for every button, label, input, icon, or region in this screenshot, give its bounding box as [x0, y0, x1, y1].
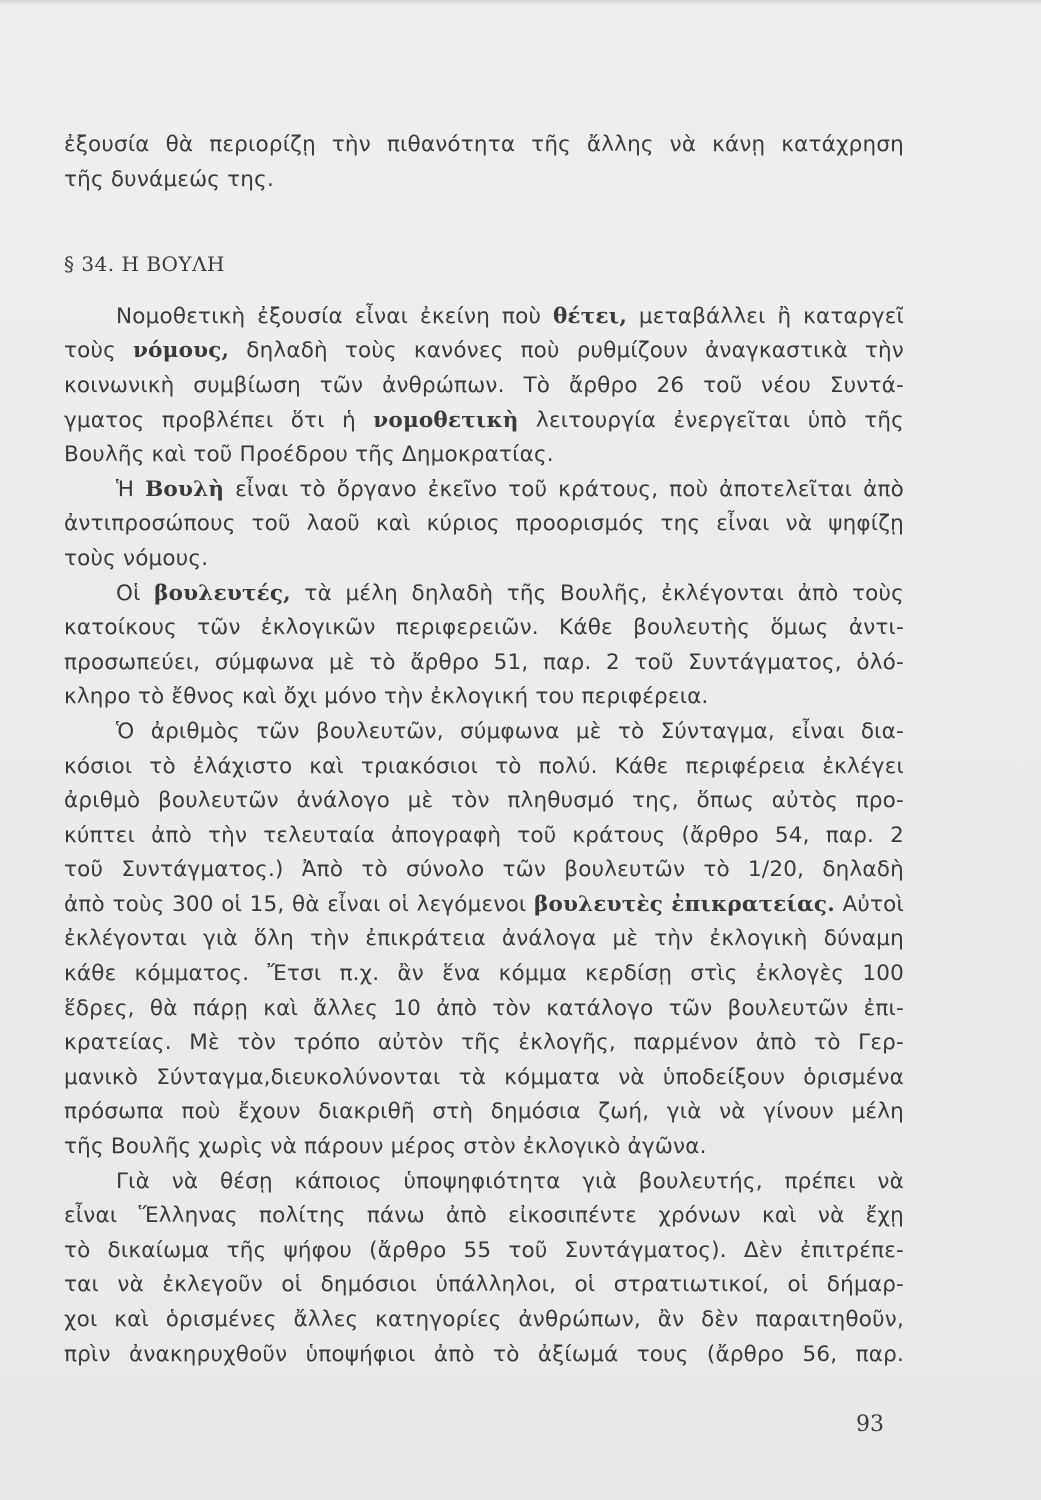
- text-line: κάθε κόμματος. Ἔτσι π.χ. ἂν ἕνα κόμμα κερδίσῃ στὶς ἐκλογὲς 100: [64, 961, 904, 987]
- text-line: κοινωνικὴ συμβίωση τῶν ἀνθρώπων. Τὸ ἄρθρο 26 τοῦ νέου Συντά-: [64, 372, 904, 398]
- bold-term: Βουλὴ: [145, 476, 225, 502]
- text-line: ται νὰ ἐκλεγοῦν οἱ δημόσιοι ὑπάλληλοι, οἱ στρατιωτικοί, οἱ δήμαρ-: [64, 1272, 904, 1298]
- text-line: Βουλῆς καὶ τοῦ Προέδρου τῆς Δημοκρατίας.: [64, 442, 554, 468]
- text-line: τοὺς νόμους, δηλαδὴ τοὺς κανόνες ποὺ ρυθμίζουν ἀναγκαστικὰ τὴν: [64, 338, 905, 364]
- text-line: ἀντιπροσώπους τοῦ λαοῦ καὶ κύριος προορισμός της εἶναι νὰ ψηφίζῃ: [64, 511, 904, 537]
- bold-term: βουλευτές,: [154, 580, 291, 606]
- text-line: γματος προβλέπει ὅτι ἡ νομοθετικὴ λειτουργία ἐνεργεῖται ὑπὸ τῆς: [64, 407, 904, 433]
- bold-term: νόμους,: [132, 338, 230, 364]
- text-line: πρὶν ἀνακηρυχθοῦν ὑποψήφιοι ἀπὸ τὸ ἀξίωμά τους (ἄρθρο 56, παρ.: [64, 1341, 904, 1367]
- text-line: ἐκλέγονται γιὰ ὅλη τὴν ἐπικράτεια ἀνάλογα μὲ τὴν ἐκλογικὴ δύναμη: [64, 926, 904, 952]
- text-line: ἀπὸ τοὺς 300 οἱ 15, θὰ εἶναι οἱ λεγόμενοι βουλευτὲς ἐπικρατείας. Αὐτοὶ: [64, 891, 904, 917]
- text-line: Ὁ ἀριθμὸς τῶν βουλευτῶν, σύμφωνα μὲ τὸ Σύνταγμα, εἶναι δια-: [116, 718, 904, 744]
- text-line: τῆς Βουλῆς χωρὶς νὰ πάρουν μέρος στὸν ἐκλογικὸ ἀγῶνα.: [64, 1134, 707, 1160]
- page-number: 93: [856, 1412, 884, 1437]
- text-line: Οἱ βουλευτές, τὰ μέλη δηλαδὴ τῆς Βουλῆς, ἐκλέγονται ἀπὸ τοὺς: [116, 580, 904, 606]
- text-line: ἐξουσία θὰ περιορίζῃ τὴν πιθανότητα τῆς ἄλλης νὰ κάνῃ κατάχρηση: [64, 132, 904, 157]
- text-line: τῆς δυνάμεώς της.: [64, 166, 274, 192]
- text-line: τὸ δικαίωμα τῆς ψήφου (ἄρθρο 55 τοῦ Συντάγματος). Δὲν ἐπιτρέπε-: [64, 1237, 904, 1263]
- text-line: Νομοθετικὴ ἐξουσία εἶναι ἐκείνη ποὺ θέτει, μεταβάλλει ἢ καταργεῖ: [116, 303, 904, 329]
- bold-term: βουλευτὲς ἐπικρατείας.: [534, 891, 835, 917]
- text-line: κληρο τὸ ἔθνος καὶ ὄχι μόνο τὴν ἐκλογική του περιφέρεια.: [64, 684, 709, 710]
- text-line: κύπτει ἀπὸ τὴν τελευταία ἀπογραφὴ τοῦ κράτους (ἄρθρο 54, παρ. 2: [64, 822, 904, 848]
- text-line: Ἡ Βουλὴ εἶναι τὸ ὄργανο ἐκεῖνο τοῦ κράτους, ποὺ ἀποτελεῖται ἀπὸ: [116, 476, 904, 502]
- text-line: χοι καὶ ὁρισμένες ἄλλες κατηγορίες ἀνθρώπων, ἂν δὲν παραιτηθοῦν,: [64, 1307, 904, 1332]
- text-line: κόσιοι τὸ ἐλάχιστο καὶ τριακόσιοι τὸ πολύ. Κάθε περιφέρεια ἐκλέγει: [64, 753, 904, 779]
- text-line: μανικὸ Σύνταγμα,διευκολύνονται τὰ κόμματα νὰ ὑποδείξουν ὁρισμένα: [64, 1064, 904, 1090]
- bold-term: νομοθετικὴ: [373, 407, 519, 433]
- text-line: κρατείας. Μὲ τὸν τρόπο αὐτὸν τῆς ἐκλογῆς, παρμένον ἀπὸ τὸ Γερ-: [64, 1030, 904, 1056]
- text-line: εἶναι Ἕλληνας πολίτης πάνω ἀπὸ εἰκοσιπέντε χρόνων καὶ νὰ ἔχῃ: [64, 1203, 904, 1229]
- text-line: ἕδρες, θὰ πάρῃ καὶ ἄλλες 10 ἀπὸ τὸν κατάλογο τῶν βουλευτῶν ἐπι-: [64, 995, 904, 1021]
- body-text: [64, 128, 904, 1372]
- text-line: ἀριθμὸ βουλευτῶν ἀνάλογο μὲ τὸν πληθυσμό της, ὅπως αὐτὸς προ-: [64, 788, 904, 814]
- page-top-edge: [0, 0, 1041, 6]
- text-line: τοὺς νόμους.: [64, 545, 209, 571]
- text-line: κατοίκους τῶν ἐκλογικῶν περιφερειῶν. Κάθε βουλευτὴς ὅμως ἀντι-: [64, 615, 904, 641]
- text-line: προσωπεύει, σύμφωνα μὲ τὸ ἄρθρο 51, παρ. 2 τοῦ Συντάγματος, ὁλό-: [64, 649, 904, 675]
- text-line: τοῦ Συντάγματος.) Ἀπὸ τὸ σύνολο τῶν βουλευτῶν τὸ 1/20, δηλαδὴ: [64, 857, 904, 883]
- text-line: πρόσωπα ποὺ ἔχουν διακριθῆ στὴ δημόσια ζωή, γιὰ νὰ γίνουν μέλη: [64, 1099, 904, 1125]
- section-heading: § 34. Η ΒΟΥΛΗ: [64, 252, 226, 277]
- text-line: Γιὰ νὰ θέσῃ κάποιος ὑποψηφιότητα γιὰ βουλευτής, πρέπει νὰ: [116, 1168, 904, 1194]
- bold-term: θέτει,: [552, 303, 628, 329]
